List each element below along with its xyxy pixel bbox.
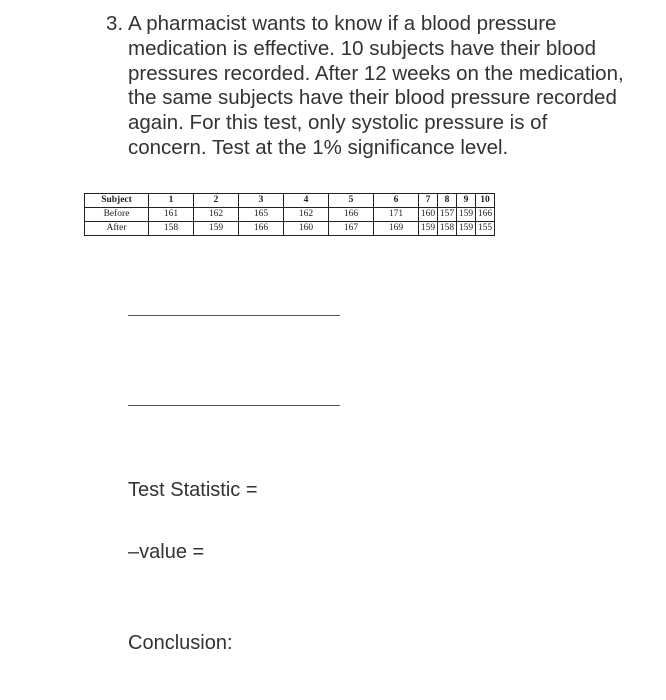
header-cell: 10 xyxy=(476,194,495,208)
table-cell: 166 xyxy=(476,208,495,222)
table-cell: 157 xyxy=(438,208,457,222)
table-cell: 166 xyxy=(239,222,284,236)
header-cell: 7 xyxy=(419,194,438,208)
p-value-label: –value = xyxy=(128,541,205,563)
header-cell: 6 xyxy=(374,194,419,208)
header-cell: 5 xyxy=(329,194,374,208)
table-header-row xyxy=(85,194,495,208)
table-cell: 160 xyxy=(284,222,329,236)
table-cell: 159 xyxy=(457,208,476,222)
table-cell: 160 xyxy=(419,208,438,222)
table-cell: 162 xyxy=(194,208,239,222)
table-cell: 155 xyxy=(476,222,495,236)
table-cell: 165 xyxy=(239,208,284,222)
table-row-before xyxy=(85,208,495,222)
header-cell: Subject xyxy=(85,194,149,208)
table-cell: 159 xyxy=(194,222,239,236)
table-cell: 167 xyxy=(329,222,374,236)
table-cell: 158 xyxy=(438,222,457,236)
problem-text: A pharmacist wants to know if a blood pressure medication is effective. 10 subjects have their blood pressures recorded. After 12 weeks on the medication, the same subjects have their blood pressure recorded again. For this test, only systolic pressure is of concern. Test at the 1% significance level. xyxy=(128,12,624,159)
table-cell: 162 xyxy=(284,208,329,222)
header-cell: 2 xyxy=(194,194,239,208)
table-cell: 159 xyxy=(457,222,476,236)
conclusion-label: Conclusion: xyxy=(128,632,233,654)
header-cell: 1 xyxy=(149,194,194,208)
table-cell: 169 xyxy=(374,222,419,236)
header-cell: 9 xyxy=(457,194,476,208)
table-cell: 158 xyxy=(149,222,194,236)
table-cell: 159 xyxy=(419,222,438,236)
answer-blank-line-2 xyxy=(128,405,340,406)
table-cell: 161 xyxy=(149,208,194,222)
problem-number: 3. xyxy=(106,12,124,35)
answer-blank-line-1 xyxy=(128,315,340,316)
header-cell: 3 xyxy=(239,194,284,208)
blood-pressure-table xyxy=(84,193,495,236)
table-cell: 171 xyxy=(374,208,419,222)
table-cell: 166 xyxy=(329,208,374,222)
header-cell: 8 xyxy=(438,194,457,208)
problem-statement xyxy=(106,12,626,161)
test-statistic-label: Test Statistic = xyxy=(128,479,258,501)
row-label-cell: Before xyxy=(85,208,149,222)
table-row-after xyxy=(85,222,495,236)
header-cell: 4 xyxy=(284,194,329,208)
row-label-cell: After xyxy=(85,222,149,236)
